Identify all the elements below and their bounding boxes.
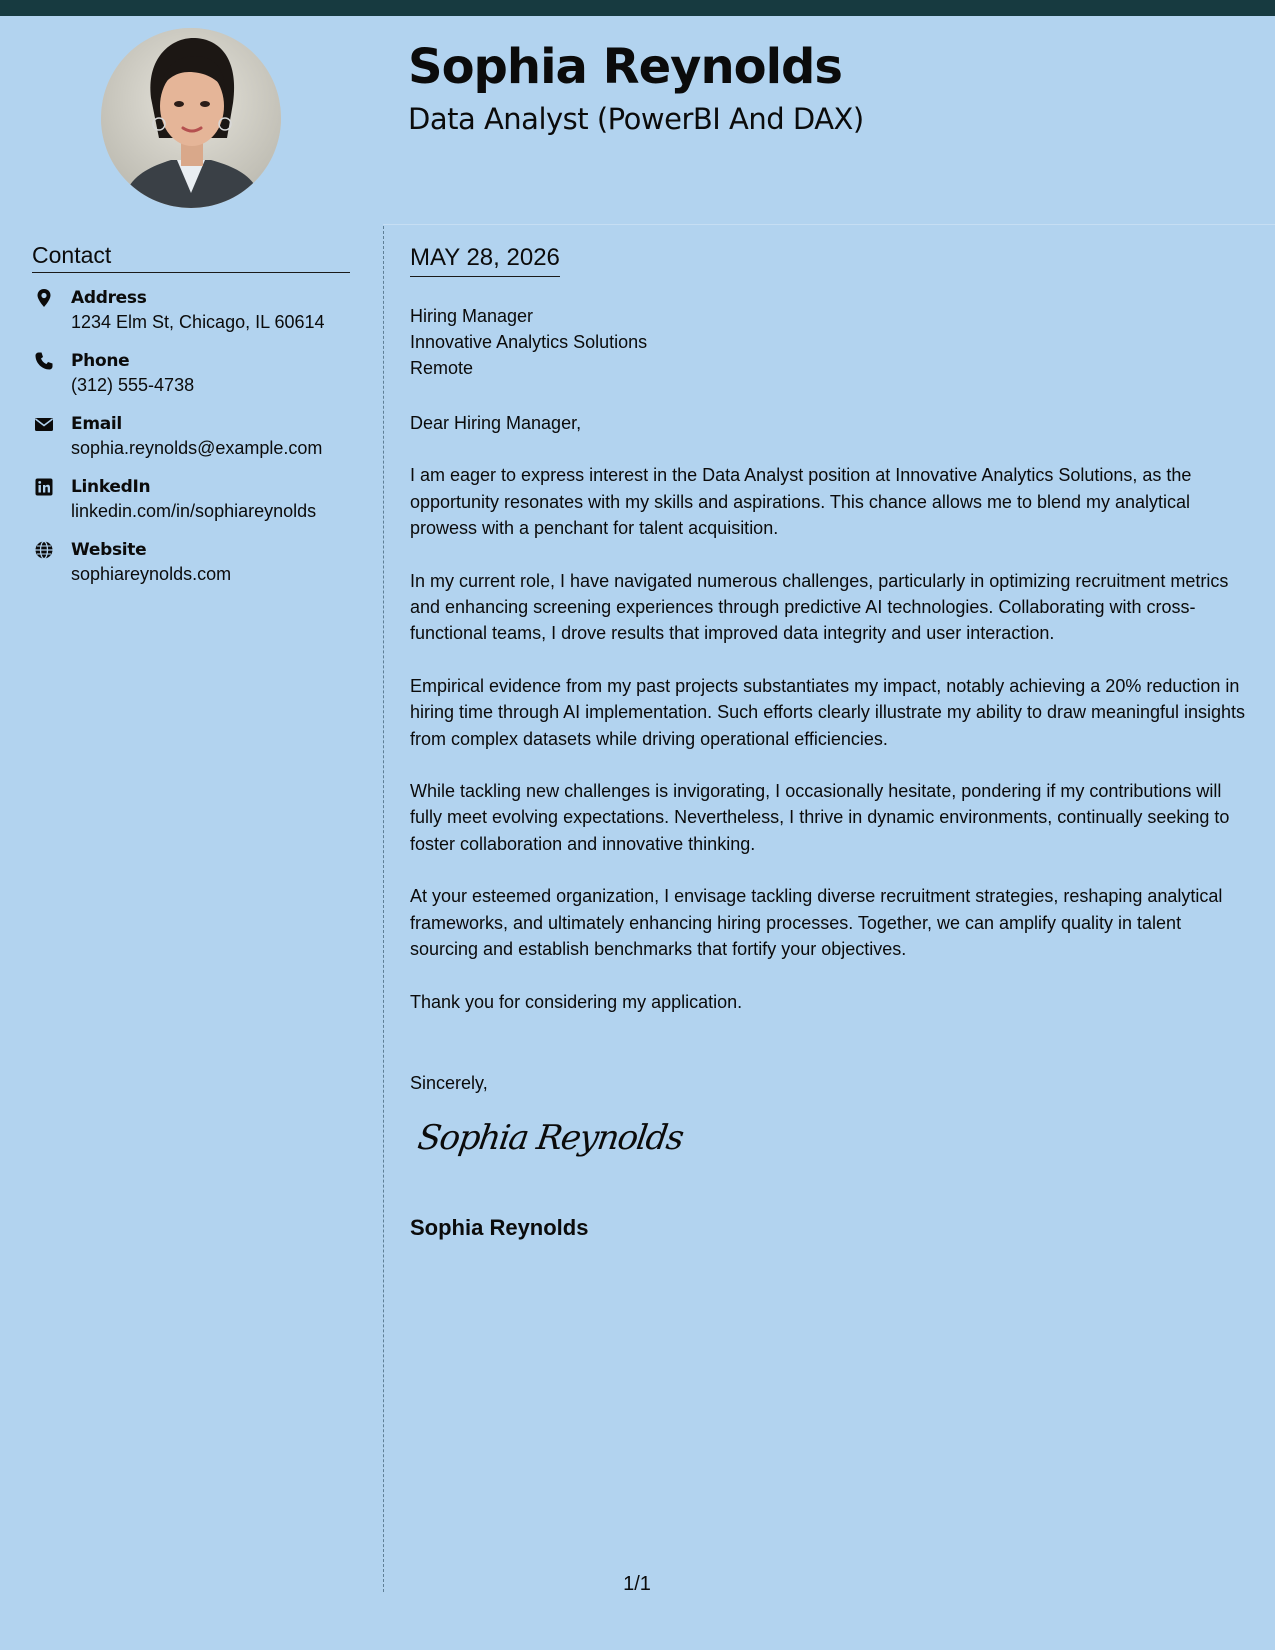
contact-label: Website (71, 540, 147, 560)
paragraph: Empirical evidence from my past projects substantiates my impact, notably achieving a 20% reduction in hiring time through AI implementation. Such efforts clearly illustrate my ability to draw meaningful insights from complex datasets while driving operational efficiencies. (410, 675, 1246, 749)
envelope-icon (34, 414, 54, 434)
letter-date: MAY 28, 2026 (410, 242, 560, 277)
contact-phone (32, 349, 372, 412)
contact-value: sophia.reynolds@example.com (71, 438, 323, 458)
paragraph: At your esteemed organization, I envisage tackling diverse recruitment strategies, reshaping analytical frameworks, and ultimately enhancing hiring processes. Together, we can amplify quality in talent sourcing and establish benchmarks that fortify your objectives. (410, 886, 1223, 960)
profile-photo (101, 28, 281, 208)
recipient-line: Innovative Analytics Solutions (410, 332, 648, 352)
contact-label: LinkedIn (71, 477, 151, 497)
contact-heading: Contact (32, 240, 350, 273)
phone-icon (34, 351, 54, 371)
contact-value: 1234 Elm St, Chicago, IL 60614 (71, 312, 325, 332)
header-divider (383, 224, 1275, 225)
top-accent-bar (0, 0, 1275, 16)
paragraph: While tackling new challenges is invigorating, I occasionally hesitate, pondering if my contributions will fully meet evolving expectations. Nevertheless, I thrive in dynamic environments, continually seeking to foster collaboration and innovative thinking. (410, 781, 1230, 854)
contact-label: Email (71, 414, 122, 434)
recipient-line: Remote (410, 358, 474, 378)
contact-website (32, 538, 372, 601)
contact-value: linkedin.com/in/sophiareynolds (71, 501, 317, 521)
job-title: Data Analyst (PowerBI And DAX) (408, 102, 864, 136)
column-divider (383, 226, 384, 1592)
paragraph: In my current role, I have navigated numerous challenges, particularly in optimizing recruitment metrics and enhancing screening experiences through predictive AI technologies. Collaborating with cross-functional teams, I drove results that improved data integrity and user interaction. (410, 570, 1229, 644)
contact-value: sophiareynolds.com (71, 564, 232, 584)
contact-list (32, 286, 372, 601)
contact-value: (312) 555-4738 (71, 375, 195, 395)
thanks-line: Thank you for considering my application. (410, 991, 743, 1012)
letter-body (410, 410, 1250, 1041)
signature: Sophia Reynolds (415, 1118, 686, 1158)
contact-address (32, 286, 372, 349)
recipient-line: Hiring Manager (410, 306, 534, 326)
contact-label: Address (71, 288, 147, 308)
linkedin-icon (34, 477, 54, 497)
map-pin-icon (34, 288, 54, 308)
candidate-name: Sophia Reynolds (408, 39, 842, 95)
contact-linkedin (32, 475, 372, 538)
closing: Sincerely, (410, 1073, 488, 1093)
globe-icon (34, 540, 54, 560)
greeting: Dear Hiring Manager, (410, 413, 582, 433)
paragraph: I am eager to express interest in the Data Analyst position at Innovative Analytics Solutions, as the opportunity resonates with my skills and aspirations. This chance allows me to blend my analytical prowess with a penchant for talent acquisition. (410, 465, 1192, 539)
page-number: 1/1 (623, 1573, 651, 1595)
signer-name: Sophia Reynolds (410, 1215, 589, 1240)
contact-email (32, 412, 372, 475)
recipient-block (410, 303, 647, 381)
contact-label: Phone (71, 351, 130, 371)
